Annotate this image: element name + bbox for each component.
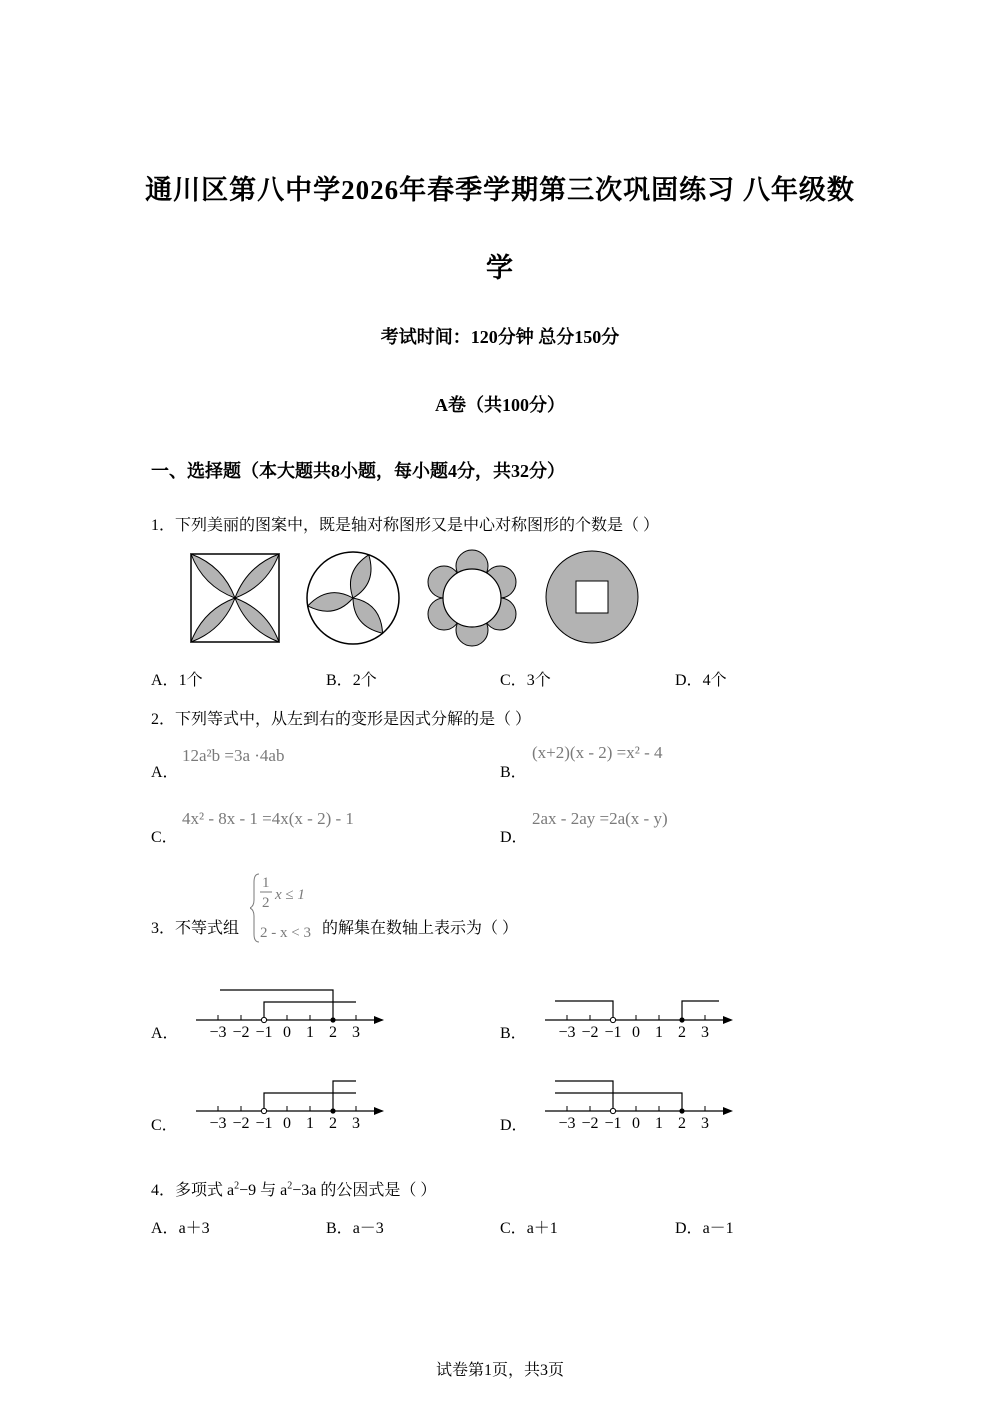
tick-label: 3 xyxy=(352,1115,360,1132)
three-leaf-circle-figure xyxy=(306,552,399,644)
exam-info: 考试时间：120分钟 总分150分 xyxy=(380,327,620,347)
q2-option-b-letter: B． xyxy=(500,764,527,781)
tick-label: −3 xyxy=(558,1115,576,1132)
q1-option-a: A．1个 xyxy=(151,672,203,689)
tick-label: 1 xyxy=(306,1024,314,1041)
q4-option-c: C．a＋1 xyxy=(500,1220,558,1237)
q3-inequality-system xyxy=(250,870,325,946)
tick-label: 2 xyxy=(678,1115,686,1132)
q3-number-line-a xyxy=(190,982,390,1042)
q3-stem-prefix: 3．不等式组 xyxy=(151,920,240,937)
q1-option-b: B．2个 xyxy=(326,672,377,689)
q3-line1-rest: x ≤ 1 xyxy=(275,887,305,903)
tick-label: −1 xyxy=(604,1024,622,1041)
q3-number-line-c xyxy=(190,1073,390,1133)
q3-number-line-d xyxy=(539,1073,739,1133)
q1-option-d: D．4个 xyxy=(675,672,727,689)
q3-option-a-letter: A． xyxy=(151,1025,179,1042)
exam-title-line1: 通川区第八中学2026年春季学期第三次巩固练习 八年级数 xyxy=(145,175,855,205)
q3-stem-suffix: 的解集在数轴上表示为（ ） xyxy=(322,920,519,937)
q4-stem: 4．多项式 $a^2-9$ 与 $a^2-3a$ 的公因式是（ ） xyxy=(151,1180,437,1199)
tick-label: 3 xyxy=(352,1024,360,1041)
tick-label: 0 xyxy=(283,1115,291,1132)
tick-label: −1 xyxy=(255,1115,273,1132)
q2-stem: 2．下列等式中，从左到右的变形是因式分解的是（ ） xyxy=(151,711,532,728)
tick-label: 3 xyxy=(701,1115,709,1132)
tick-label: −3 xyxy=(209,1024,227,1041)
volume-heading: A卷（共100分） xyxy=(435,395,565,415)
q1-stem: 1．下列美丽的图案中，既是轴对称图形又是中心对称图形的个数是（ ） xyxy=(151,517,660,534)
six-petal-flower-figure xyxy=(428,550,516,646)
q3-frac-den: 2 xyxy=(262,895,270,911)
q4-option-b: B．a－3 xyxy=(326,1220,384,1237)
four-petal-square-figure xyxy=(191,554,279,642)
tick-label: −1 xyxy=(604,1115,622,1132)
tick-label: 1 xyxy=(655,1115,663,1132)
q2-option-d-expr: 2ax - 2ay =2a(x - y) xyxy=(532,809,668,828)
tick-label: 0 xyxy=(632,1115,640,1132)
exam-title-line2: 学 xyxy=(486,253,514,283)
tick-label: 2 xyxy=(678,1024,686,1041)
q4-option-d: D．a－1 xyxy=(675,1220,734,1237)
coin-with-square-hole-figure xyxy=(546,551,638,643)
q2-option-b-expr: (x+2)(x - 2) =x² - 4 xyxy=(532,743,663,762)
tick-label: 1 xyxy=(306,1115,314,1132)
q3-option-d-letter: D． xyxy=(500,1117,528,1134)
q1-figures xyxy=(185,546,655,648)
q2-option-a-letter: A． xyxy=(151,764,179,781)
q1-option-c: C．3个 xyxy=(500,672,551,689)
q2-option-c-letter: C． xyxy=(151,829,178,846)
section-heading: 一、选择题（本大题共8小题，每小题4分，共32分） xyxy=(151,461,565,481)
tick-label: −1 xyxy=(255,1024,273,1041)
tick-label: −2 xyxy=(581,1115,599,1132)
q3-option-c-letter: C． xyxy=(151,1117,178,1134)
q3-number-line-b xyxy=(539,982,739,1042)
q2-option-d-letter: D． xyxy=(500,829,528,846)
tick-label: 2 xyxy=(329,1115,337,1132)
tick-label: 0 xyxy=(632,1024,640,1041)
q3-frac-num: 1 xyxy=(262,875,270,891)
tick-label: −2 xyxy=(581,1024,599,1041)
q3-line2: 2 - x < 3 xyxy=(260,925,311,941)
tick-label: 1 xyxy=(655,1024,663,1041)
tick-label: 3 xyxy=(701,1024,709,1041)
tick-label: 0 xyxy=(283,1024,291,1041)
tick-label: −3 xyxy=(558,1024,576,1041)
tick-label: 2 xyxy=(329,1024,337,1041)
q4-option-a: A．a＋3 xyxy=(151,1220,210,1237)
tick-label: −3 xyxy=(209,1115,227,1132)
page-footer: 试卷第1页，共3页 xyxy=(435,1362,564,1379)
q3-option-b-letter: B． xyxy=(500,1025,527,1042)
q2-option-c-expr: 4x² - 8x - 1 =4x(x - 2) - 1 xyxy=(182,809,354,828)
tick-label: −2 xyxy=(232,1115,250,1132)
q2-option-a-expr: 12a²b =3a ·4ab xyxy=(182,746,285,765)
tick-label: −2 xyxy=(232,1024,250,1041)
